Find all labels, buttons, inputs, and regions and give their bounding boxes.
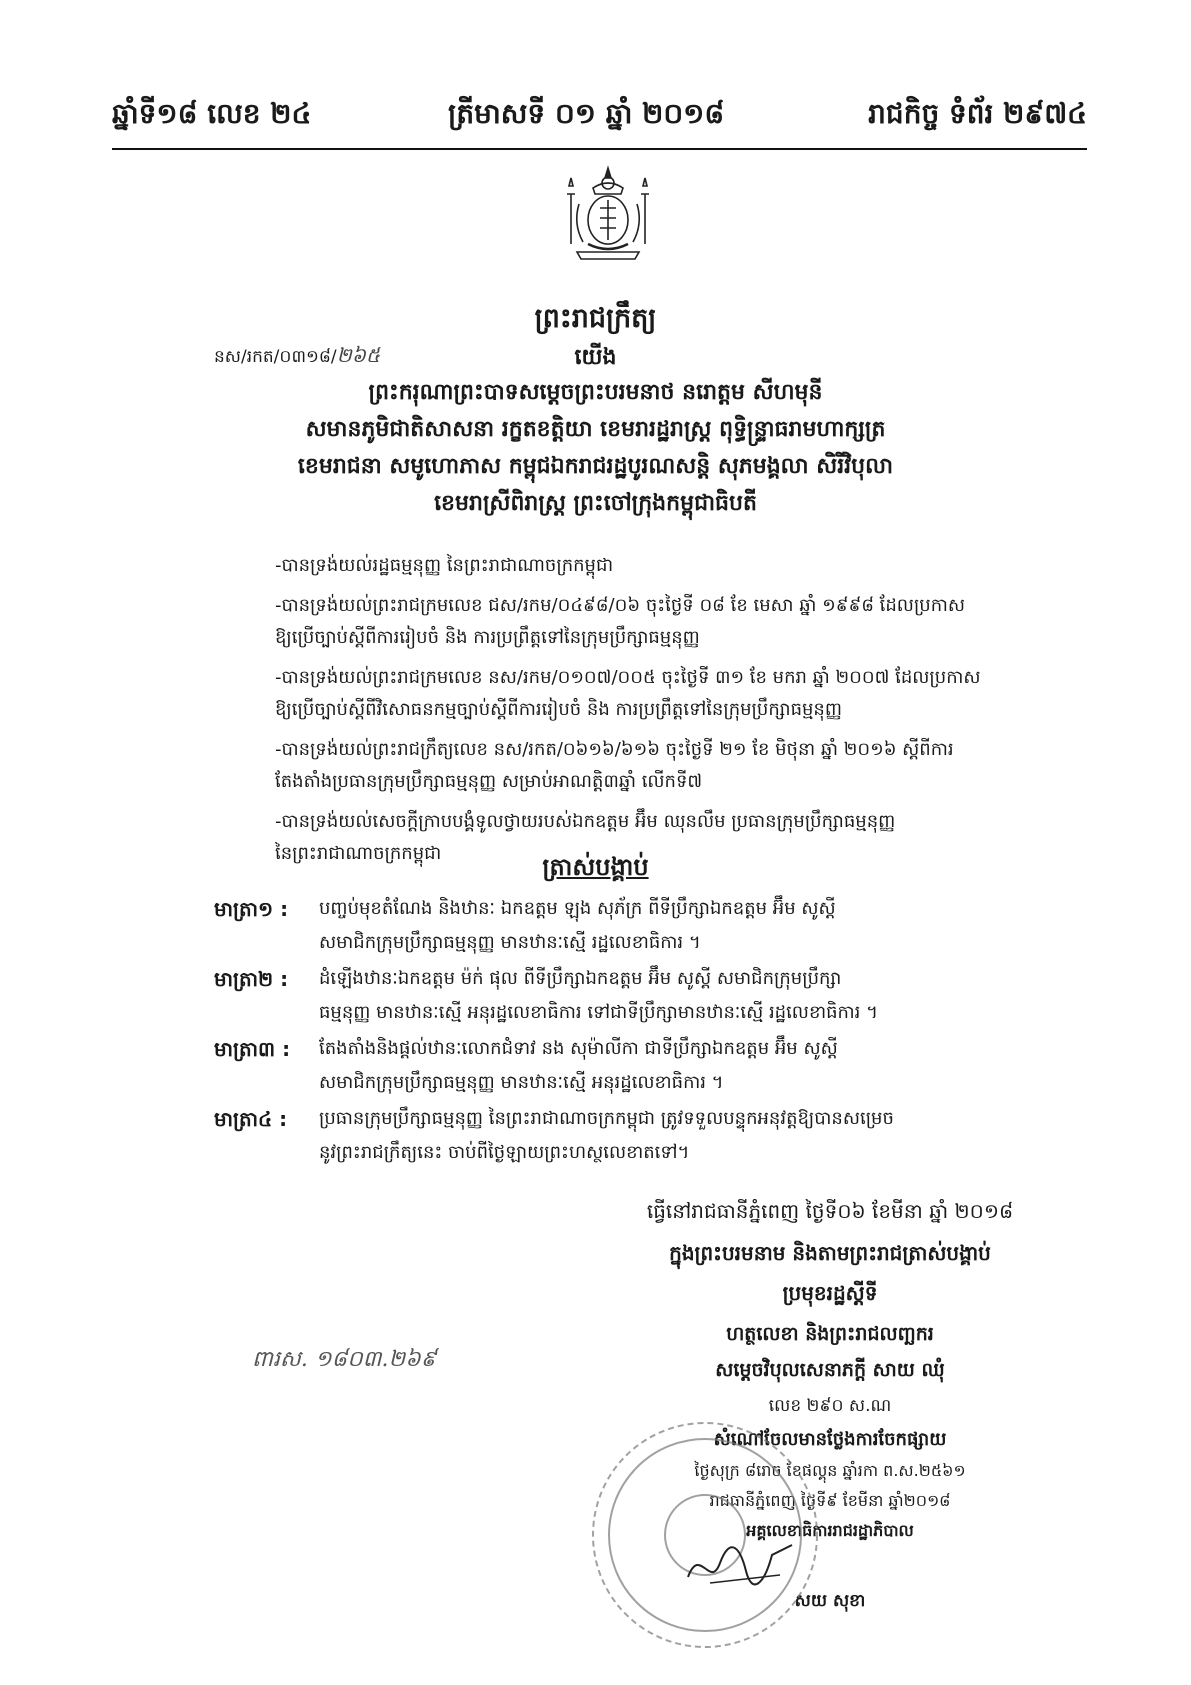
lunar-date: ថ្ងៃសុក្រ ៨រោច ខែផល្គុន ឆ្នាំរកា ព.ស.២៥៦១: [694, 1461, 966, 1480]
article-line: តែងតាំងនិងផ្តល់ឋានៈលោកជំទាវ នង សុម៉ាលីកា ជាទីប្រឹក្សាឯកឧត្តម អ៊ឹម សូស្តី: [319, 1038, 838, 1059]
decree-heading: ត្រាស់បង្គាប់: [542, 853, 649, 881]
vise-line: -បានទ្រង់យល់រដ្ឋធម្មនុញ្ញ នៃព្រះរាជាណាចក្រកម្ពុជា: [275, 555, 614, 576]
article-body: [319, 892, 1074, 960]
official-stamp-icon: [555, 1405, 855, 1655]
issuance-number: លេខ ២៩០ ស.ណ: [768, 1396, 892, 1416]
decree-type: ព្រះរាជក្រឹត្យ: [534, 303, 657, 334]
secretariat-office: អគ្គលេខាធិការរាជរដ្ឋាភិបាល: [746, 1521, 914, 1540]
article-4: [214, 1102, 1074, 1170]
vise-line: ឱ្យប្រើច្បាប់ស្តីពីវិសោធនកម្មច្បាប់ស្តីពីការរៀបចំ និង ការប្រព្រឹត្តទៅនៃក្រុមប្រឹក្សាធម្មនុញ្ញ: [275, 699, 842, 720]
vise-line: -បានទ្រង់យល់ព្រះរាជក្រមលេខ ជស/រកម/០៤៩៨/០៦ ចុះថ្ងៃទី ០៨ ខែ មេសា ឆ្នាំ ១៩៩៨ ដែលប្រកាស: [275, 595, 966, 616]
article-line: ប្រធានក្រុមប្រឹក្សាធម្មនុញ្ញ នៃព្រះរាជាណាចក្រកម្ពុជា ត្រូវទទួលបន្ទុកអនុវត្តឱ្យបានសម្រេច: [319, 1108, 894, 1129]
place-date: ធ្វើនៅរាជធានីភ្នំពេញ ថ្ងៃទី០៦ ខែមីនា ឆ្នាំ ២០១៨: [646, 1199, 1014, 1223]
header-quarter: ត្រីមាសទី ០១ ឆ្នាំ ២០១៨: [448, 97, 725, 130]
vise-line: -បានទ្រង់យល់ព្រះរាជក្រមលេខ នស/រកម/០១០៧/០០៥ ចុះថ្ងៃទី ៣១ ខែ មករា ឆ្នាំ ២០០៧ ដែលប្រកាស: [275, 667, 981, 688]
article-1: [214, 892, 1074, 960]
vise-line: ឱ្យប្រើច្បាប់ស្តីពីការរៀបចំ និង ការប្រព្រឹត្តទៅនៃក្រុមប្រឹក្សាធម្មនុញ្ញ: [275, 627, 700, 648]
article-line: នូវព្រះរាជក្រឹត្យនេះ ចាប់ពីថ្ងៃឡាយព្រះហស្ថលេខាតទៅ។: [319, 1142, 690, 1163]
king-title-line-1: ព្រះករុណាព្រះបាទសម្តេចព្រះបរមនាថ នរោត្តម សីហមុនី: [368, 380, 823, 405]
article-label: មាត្រា៤ :: [214, 1107, 288, 1131]
we-line: យើង: [574, 345, 617, 370]
vise-item: [275, 662, 1055, 726]
acting-head-title: ប្រមុខរដ្ឋស្តីទី: [782, 1281, 878, 1305]
king-title-line-3: ខេមរាជនា សមូហោភាស កម្ពុជឯករាជរដ្ឋបូរណសន្តិ សុភមង្គលា សិរីវិបុលា: [297, 454, 894, 479]
article-body: [319, 962, 1074, 1030]
certified-copy: សំណៅចែលមានថ្លែងការចែកផ្សាយ: [713, 1429, 947, 1450]
vise-item: [275, 734, 1055, 798]
article-line: សមាជិកក្រុមប្រឹក្សាធម្មនុញ្ញ មានឋានៈស្មើ រដ្ឋលេខាធិការ ។: [319, 932, 701, 953]
article-2: [214, 962, 1074, 1030]
article-label: មាត្រា២ :: [214, 967, 289, 991]
king-title-line-4: ខេមរាស្រីពិរាស្ត្រ ព្រះចៅក្រុងកម្ពុជាធិបតី: [434, 491, 757, 516]
royal-coat-of-arms-icon: [553, 164, 663, 264]
header-page: រាជកិច្ច ទំព័រ ២៩៧៤: [868, 97, 1087, 130]
in-royal-name: ក្នុងព្រះបរមនាម និងតាមព្រះរាជត្រាស់បង្គាប់: [669, 1241, 991, 1265]
article-3: [214, 1032, 1074, 1100]
solar-date: រាជធានីភ្នំពេញ ថ្ងៃទី៩ ខែមីនា ឆ្នាំ២០១៨: [709, 1491, 951, 1510]
vise-line: -បានទ្រង់យល់ព្រះរាជក្រឹត្យលេខ នស/រកត/០៦១៦/៦១៦ ចុះថ្ងៃទី ២១ ខែ មិថុនា ឆ្នាំ ២០១៦ ស្តីពីការ: [275, 739, 954, 760]
article-label: មាត្រា១ :: [214, 897, 289, 921]
header-volume: ឆ្នាំទី១៨ លេខ ២៤: [112, 97, 312, 130]
articles-list: [214, 892, 1074, 1172]
vise-item: [275, 590, 1055, 654]
registration-prefix: នស/រកត/០៣១៨/: [214, 347, 337, 367]
article-line: បញ្ចប់មុខតំណែង និងឋានៈ ឯកឧត្តម ឡុង សុភ័ក្រ ពីទីប្រឹក្សាឯកឧត្តម អ៊ឹម សូស្តី: [319, 898, 836, 919]
king-title-line-2: សមានភូមិជាតិសាសនា រក្ខតខត្តិយា ខេមរារដ្ឋរាស្ត្រ ពុទ្ធិន្ទ្រាធរាមហាក្សត្រ: [305, 417, 886, 442]
final-signer: សយ សុខា: [794, 1591, 866, 1611]
vises-list: [275, 550, 1055, 878]
article-body: [319, 1032, 1074, 1100]
handwritten-signature-icon: [680, 1535, 800, 1595]
registration-handwritten: ២៦៥: [336, 343, 381, 367]
handwritten-note: ពារស. ១៨០៣.២៦៩: [252, 1347, 437, 1372]
vise-line: តែងតាំងប្រធានក្រុមប្រឹក្សាធម្មនុញ្ញ សម្រាប់អាណត្តិ៣ឆ្នាំ លើកទី៧: [275, 771, 703, 792]
article-label: មាត្រា៣ :: [214, 1037, 291, 1061]
vise-line: នៃព្រះរាជាណាចក្រកម្ពុជា: [275, 843, 442, 864]
article-line: សមាជិកក្រុមប្រឹក្សាធម្មនុញ្ញ មានឋានៈស្មើ អនុរដ្ឋលេខាធិការ ។: [319, 1072, 724, 1093]
vise-item: [275, 550, 1055, 582]
vise-line: -បានទ្រង់យល់សេចក្តីក្រាបបង្គំទូលថ្វាយរបស់ឯកឧត្តម អ៊ឹម ឈុនលឹម ប្រធានក្រុមប្រឹក្សាធម្មនុញ្ញ: [275, 811, 896, 832]
header-rule: [112, 148, 1087, 150]
seal-line: ហត្ថលេខា និងព្រះរាជលញ្ឆករ: [726, 1323, 934, 1345]
article-body: [319, 1102, 1074, 1170]
signer-name: សម្តេចវិបុលសេនាភក្តី សាយ ឈុំ: [715, 1359, 945, 1381]
article-line: ដំឡើងឋានៈឯកឧត្តម ម៉ក់ ផុល ពីទីប្រឹក្សាឯកឧត្តម អ៊ឹម សូស្តី សមាជិកក្រុមប្រឹក្សា: [319, 968, 842, 989]
article-line: ធម្មនុញ្ញ មានឋានៈស្មើ អនុរដ្ឋលេខាធិការ ទៅជាទីប្រឹក្សាមានឋានៈស្មើ រដ្ឋលេខាធិការ ។: [319, 1002, 878, 1023]
